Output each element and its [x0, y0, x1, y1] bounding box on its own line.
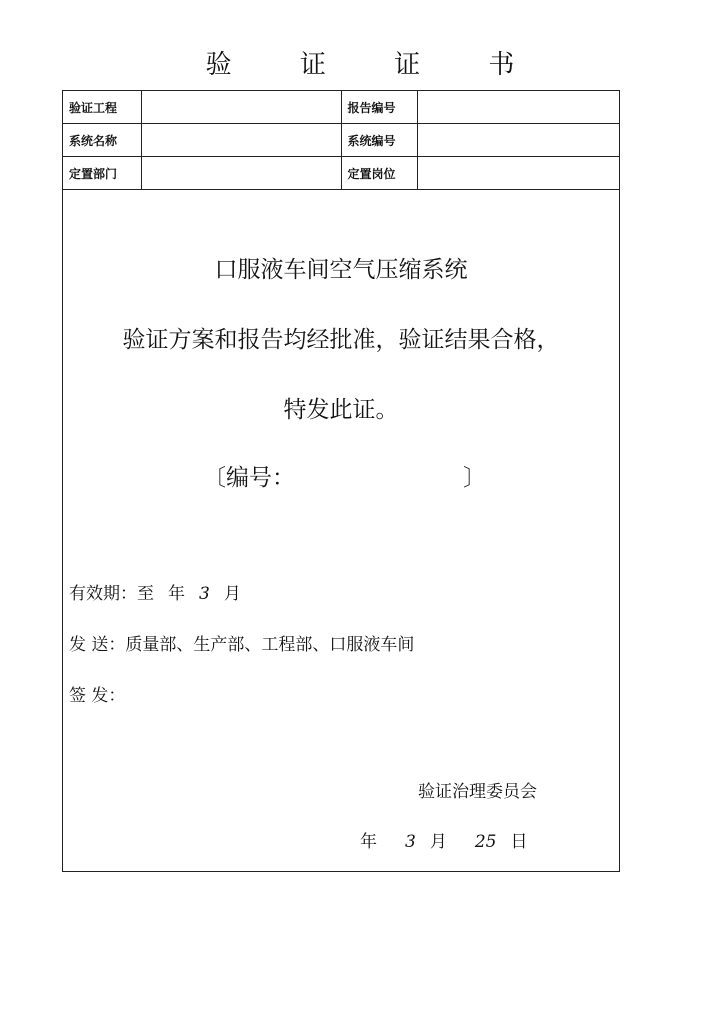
distribution-field [69, 630, 414, 655]
signature-label: 签 发： [69, 686, 126, 706]
system-number-value [417, 124, 619, 157]
project-label: 验证工程 [63, 91, 141, 124]
distribution-label: 发 送： [69, 635, 126, 655]
committee-name: 验证治理委员会 [418, 782, 537, 802]
position-value [417, 157, 619, 190]
report-number-value [417, 91, 619, 124]
validity-month-value: 3 [199, 584, 210, 604]
date-month-value: 3 [405, 832, 416, 852]
system-statement: 口服液车间空气压缩系统 [214, 257, 468, 283]
validity-label: 有效期：至 [69, 584, 154, 604]
system-number-label: 系统编号 [341, 124, 417, 157]
info-table [63, 91, 619, 190]
certificate-frame [62, 90, 620, 872]
approval-statement: 验证方案和报告均经批准，验证结果合格， [122, 327, 560, 353]
distribution-value: 质量部、生产部、工程部、口服液车间 [125, 635, 415, 655]
issuance-statement: 特发此证。 [283, 397, 399, 423]
certificate-number-label: 〔编号： [203, 465, 295, 491]
position-label: 定置岗位 [341, 157, 417, 190]
system-name-value [141, 124, 341, 157]
department-value [141, 157, 341, 190]
issue-date [360, 827, 527, 852]
report-number-label: 报告编号 [341, 91, 417, 124]
system-name-label: 系统名称 [63, 124, 141, 157]
validity-field [69, 579, 241, 604]
date-day: 日 [510, 832, 528, 852]
certificate-number-close: 〕 [463, 465, 486, 491]
page-title: 验 证 证 书 [205, 50, 545, 80]
date-month: 月 [429, 832, 447, 852]
date-day-value: 25 [474, 832, 497, 852]
validity-month: 月 [223, 584, 241, 604]
date-year: 年 [360, 832, 377, 852]
project-value [141, 91, 341, 124]
signature-field [69, 681, 125, 706]
validity-year: 年 [168, 584, 185, 604]
table-row [63, 91, 619, 124]
table-row [63, 157, 619, 190]
table-row [63, 124, 619, 157]
department-label: 定置部门 [63, 157, 141, 190]
